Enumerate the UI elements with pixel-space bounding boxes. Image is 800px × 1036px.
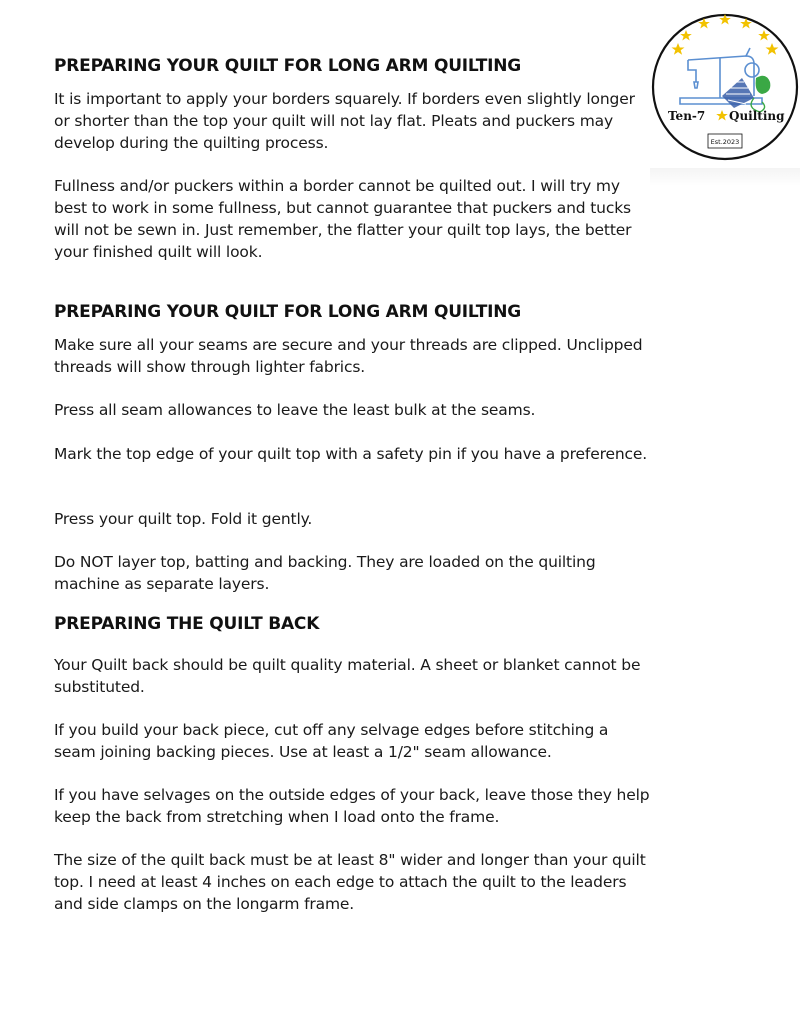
section-2-paragraph-2: Press all seam allowances to leave the least bulk at the seams. [54,401,536,419]
brand-logo [650,12,800,162]
section-1-paragraph-1: It is important to apply your borders squarely. If borders even slightly longer or shorter than the top your quilt will not lay flat. Pleats and puckers may develop during the quilting process. [54,90,635,152]
established-text: Est.2023 [710,138,740,146]
section-2-heading: PREPARING YOUR QUILT FOR LONG ARM QUILTING [54,302,522,322]
brand-name-right: Quilting [729,109,785,123]
section-2-paragraph-5: Do NOT layer top, batting and backing. They are loaded on the quilting machine as separate layers. [54,553,596,593]
section-2-paragraph-1: Make sure all your seams are secure and your threads are clipped. Unclipped threads will show through lighter fabrics. [54,336,643,376]
section-1-paragraph-2: Fullness and/or puckers within a border cannot be quilted out. I will try my best to work in some fullness, but cannot guarantee that puckers and tucks will not be sewn in. Just remember, the flatter your quilt top lays, the better your finished quilt will look. [54,177,632,261]
section-3-paragraph-3: If you have selvages on the outside edges of your back, leave those they help keep the back from stretching when I load onto the frame. [54,786,650,826]
section-2-paragraph-3: Mark the top edge of your quilt top with a safety pin if you have a preference. [54,445,648,463]
section-1-heading: PREPARING YOUR QUILT FOR LONG ARM QUILTING [54,56,522,76]
logo-graphic [650,12,800,162]
section-3-heading: PREPARING THE QUILT BACK [54,614,320,634]
logo-shadow [650,168,800,186]
brand-name-left: Ten-7 [668,109,706,123]
section-3-paragraph-2: If you build your back piece, cut off any selvage edges before stitching a seam joining backing pieces. Use at least a 1/2" seam allowance. [54,721,609,761]
section-3-paragraph-1: Your Quilt back should be quilt quality material. A sheet or blanket cannot be substituted. [54,656,641,696]
section-2-paragraph-4: Press your quilt top. Fold it gently. [54,510,313,528]
section-3-paragraph-4: The size of the quilt back must be at least 8" wider and longer than your quilt top. I need at least 4 inches on each edge to attach the quilt to the leaders and side clamps on the longarm frame. [54,851,646,913]
